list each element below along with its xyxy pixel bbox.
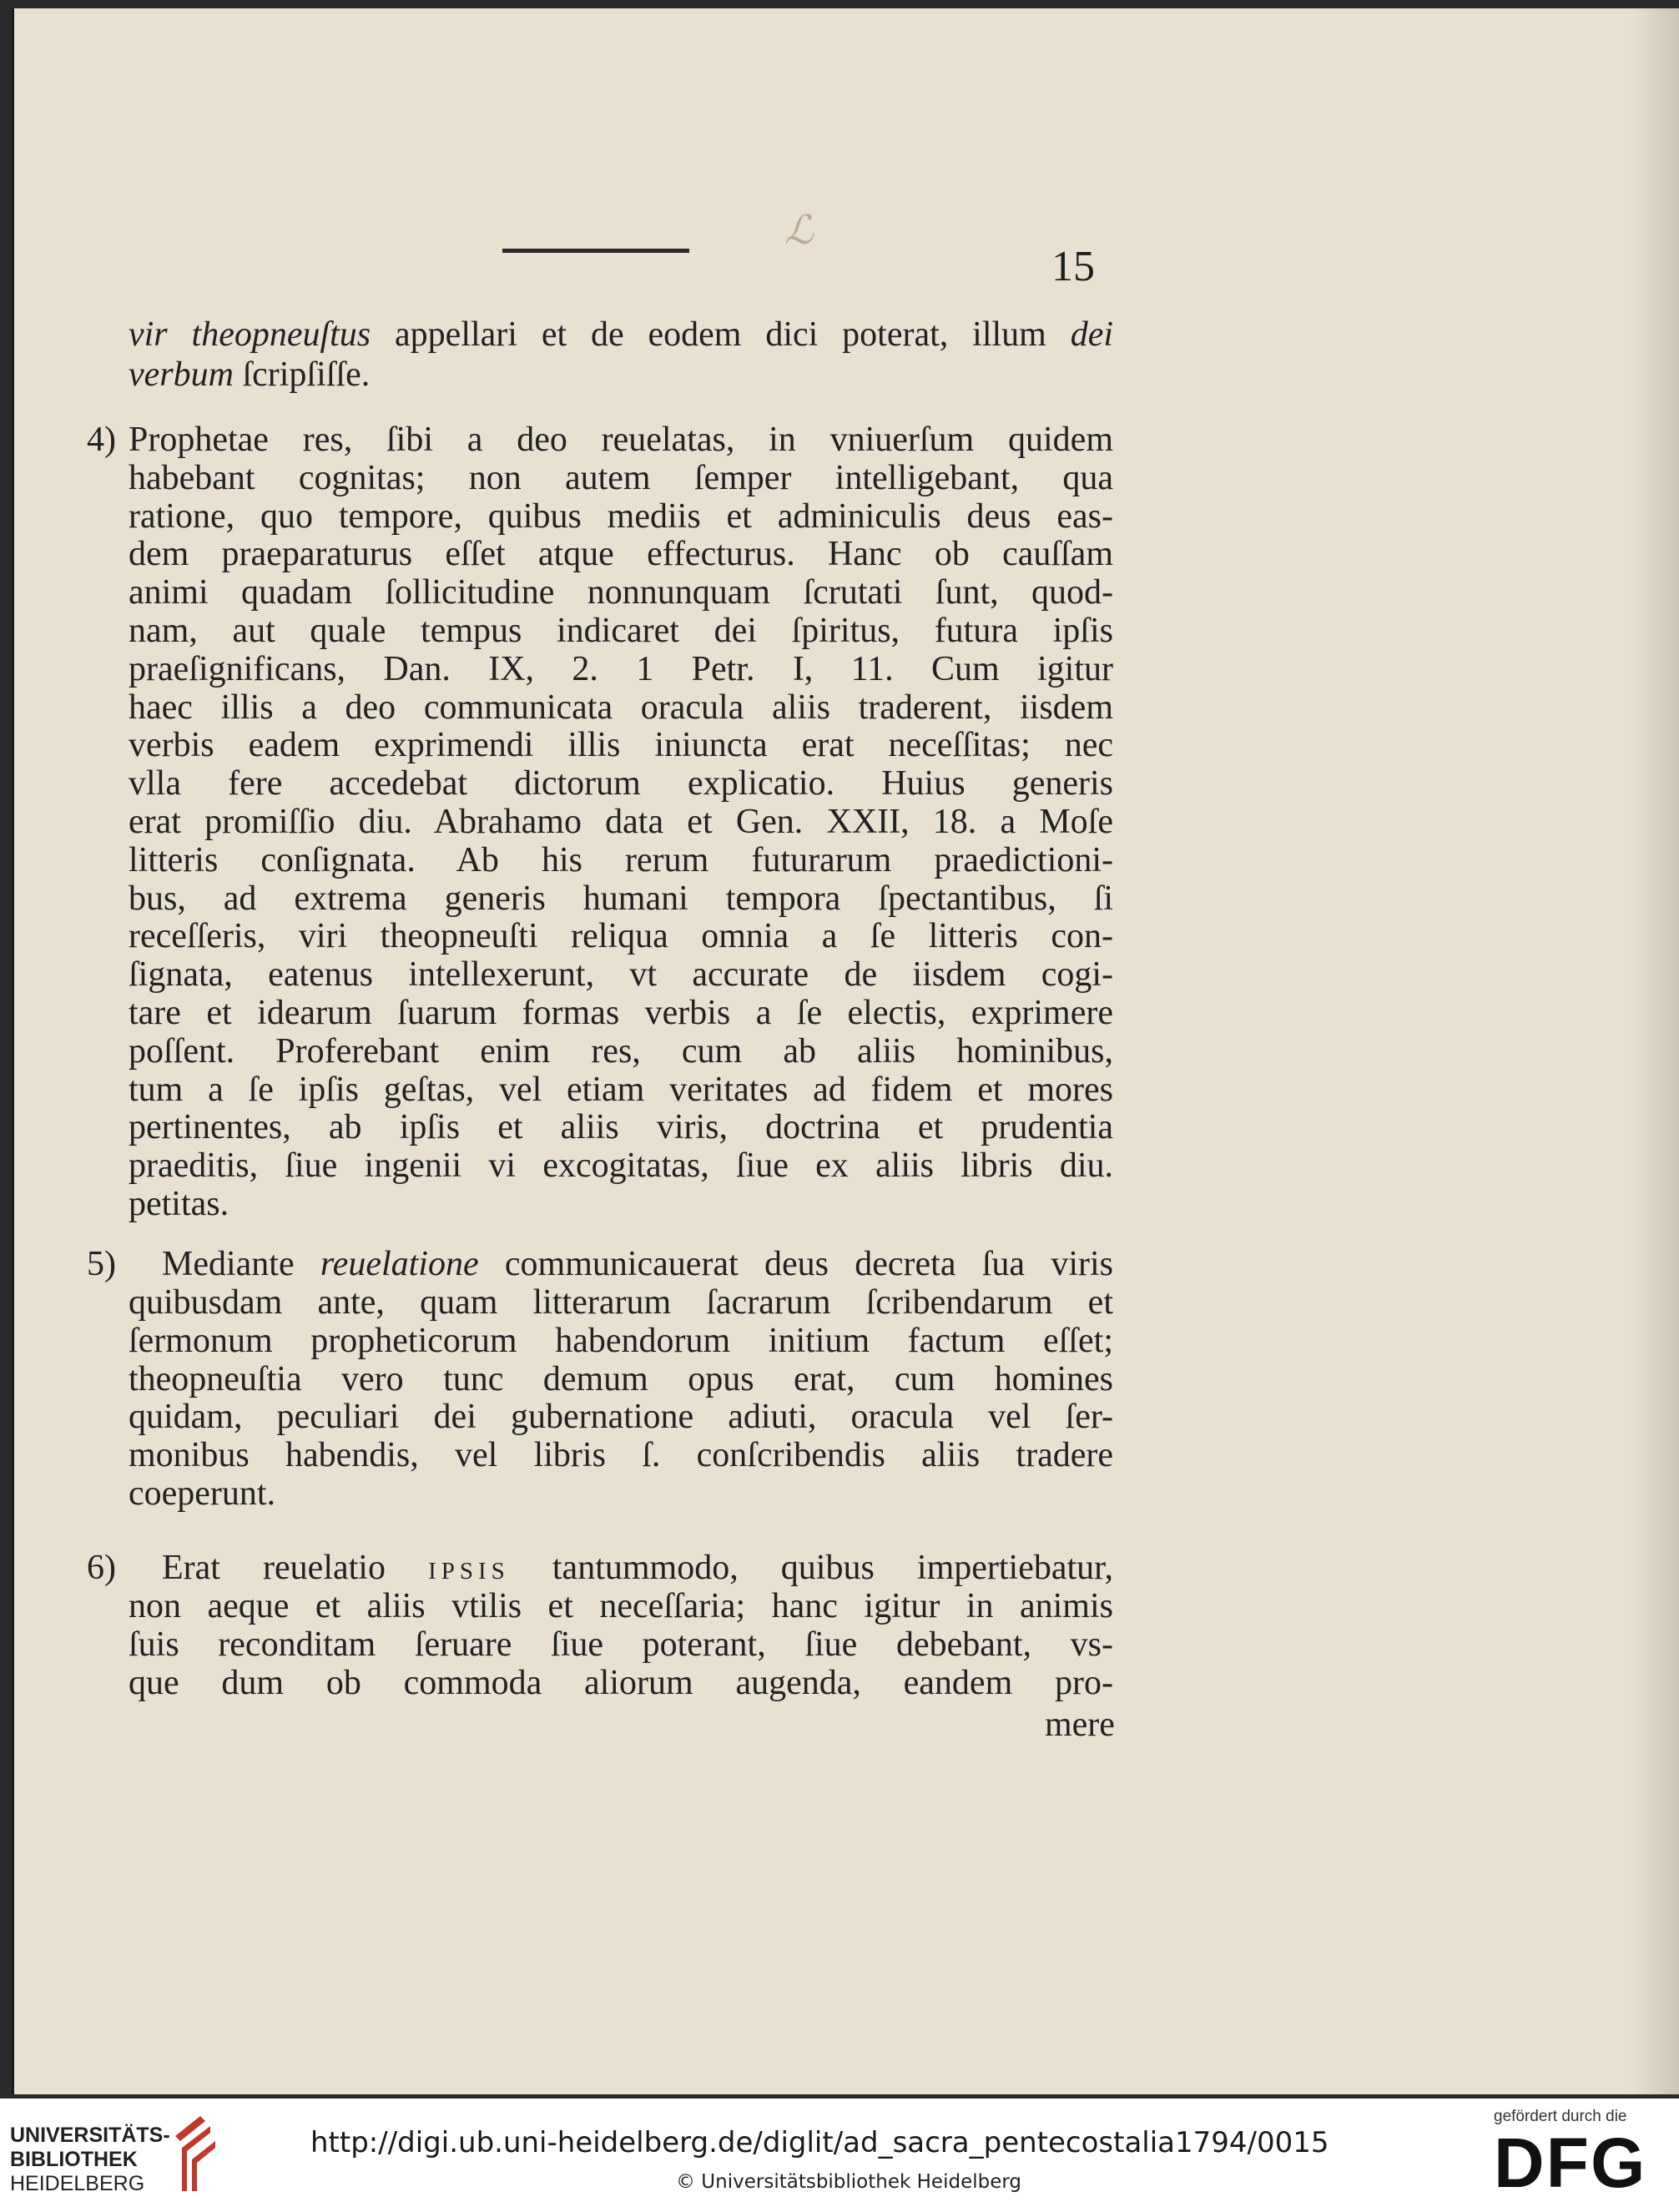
paragraph-4-line-13: bus, ad extrema generis humani tempora ſpectantibus, ſi — [129, 879, 1113, 918]
paragraph-5-line-7: coeperunt. — [129, 1474, 276, 1513]
paragraph-4-line-8: haec illis a deo communicata oracula aliis traderent, iisdem — [129, 688, 1113, 727]
paragraph-4-line-20: praeditis, ſiue ingenii vi excogitatas, ſiue ex aliis libris diu. — [129, 1146, 1113, 1186]
pencil-mark: ℒ — [784, 209, 814, 253]
paragraph-4-line-11: erat promiſſio diu. Abrahamo data et Gen. XXII, 18. a Moſe — [129, 803, 1113, 841]
paragraph-6-line-2: non aeque et aliis vtilis et neceſſaria; hanc igitur in animis — [129, 1587, 1113, 1625]
paragraph-5-line-1: Mediante reuelatione communicauerat deus decreta ſua viris — [162, 1245, 1114, 1283]
dfg-logo: DFG — [1494, 2124, 1647, 2202]
library-logo-icon — [167, 2111, 220, 2194]
source-url-link[interactable]: http://digi.ub.uni-heidelberg.de/diglit/ad_sacra_pentecostalia1794/0015 — [310, 2126, 1329, 2159]
paragraph-4-line-18: tum a ſe ipſis geſtas, vel etiam veritates ad fidem et mores — [129, 1070, 1113, 1109]
library-name: UNIVERSITÄTS- BIBLIOTHEK HEIDELBERG — [10, 2124, 170, 2195]
paragraph-5-line-6: monibus habendis, vel libris ſ. conſcribendis aliis tradere — [129, 1436, 1113, 1475]
paragraph-4-line-12: litteris conſignata. Ab his rerum futurarum praedictioni- — [129, 840, 1113, 879]
paragraph-4-line-4: dem praeparaturus eſſet atque effecturus. Hanc ob cauſſam — [129, 535, 1113, 574]
paragraph-4-line-6: nam, aut quale tempus indicaret dei ſpiritus, futura ipſis — [129, 612, 1113, 650]
copyright-notice: © Universitätsbibliothek Heidelberg — [676, 2171, 1022, 2193]
paragraph-4-line-9: verbis eadem exprimendi illis iniuncta erat neceſſitas; nec — [129, 726, 1113, 765]
intro-line-2: verbum ſcripſiſſe. — [129, 355, 371, 394]
intro-line-1: vir theopneuſtus appellari et de eodem dici poterat, illum dei — [129, 315, 1113, 354]
catchword: mere — [1045, 1706, 1115, 1744]
paragraph-4-line-2: habebant cognitas; non autem ſemper intelligebant, qua — [129, 458, 1113, 497]
paragraph-4-line-21: petitas. — [129, 1185, 229, 1223]
paragraph-6-line-3: ſuis reconditam ſeruare ſiue poterant, ſiue debebant, vs- — [129, 1625, 1113, 1664]
paragraph-number-4: 4) — [87, 421, 116, 459]
paragraph-4-line-1: Prophetae res, ſibi a deo reuelatas, in vniuerſum quidem — [129, 421, 1113, 459]
paragraph-5-line-5: quidam, peculiari dei gubernatione adiuti, oracula vel ſer- — [129, 1398, 1113, 1437]
page-number: 15 — [1051, 243, 1095, 290]
paragraph-number-6: 6) — [87, 1549, 116, 1587]
paragraph-4-line-7: praeſignificans, Dan. IX, 2. 1 Petr. I, 11. Cum igitur — [129, 649, 1113, 688]
paragraph-4-line-3: ratione, quo tempore, quibus mediis et adminiculis deus eas- — [129, 496, 1113, 536]
paragraph-number-5: 5) — [87, 1245, 116, 1283]
paragraph-4-line-16: tare et idearum ſuarum formas verbis a ſe electis, exprimere — [129, 994, 1113, 1032]
paragraph-4-line-14: receſſeris, viri theopneuſti reliqua omnia a ſe litteris con- — [129, 917, 1113, 956]
paragraph-4-line-10: vlla fere accedebat dictorum explicatio. Huius generis — [129, 764, 1113, 804]
paragraph-4-line-19: pertinentes, ab ipſis et aliis viris, doctrina et prudentia — [129, 1108, 1113, 1147]
funded-by-label: gefördert durch die — [1494, 2108, 1627, 2125]
paragraph-6-line-4: que dum ob commoda aliorum augenda, eandem pro- — [129, 1664, 1113, 1702]
paragraph-4-line-15: ſignata, eatenus intellexerunt, vt accurate de iisdem cogi- — [129, 955, 1113, 995]
paragraph-6-line-1: Erat reuelatio ipsis tantummodo, quibus impertiebatur, — [162, 1549, 1113, 1587]
paragraph-4-line-5: animi quadam ſollicitudine nonnunquam ſcrutati ſunt, quod- — [129, 573, 1113, 612]
paragraph-5-line-2: quibusdam ante, quam litterarum ſacrarum ſcribendarum et — [129, 1283, 1113, 1322]
paragraph-5-line-3: ſermonum propheticorum habendorum initium factum eſſet; — [129, 1321, 1113, 1360]
paragraph-4-line-17: poſſent. Proferebant enim res, cum ab aliis hominibus, — [129, 1031, 1113, 1071]
paragraph-5-line-4: theopneuſtia vero tunc demum opus erat, cum homines — [129, 1359, 1113, 1398]
